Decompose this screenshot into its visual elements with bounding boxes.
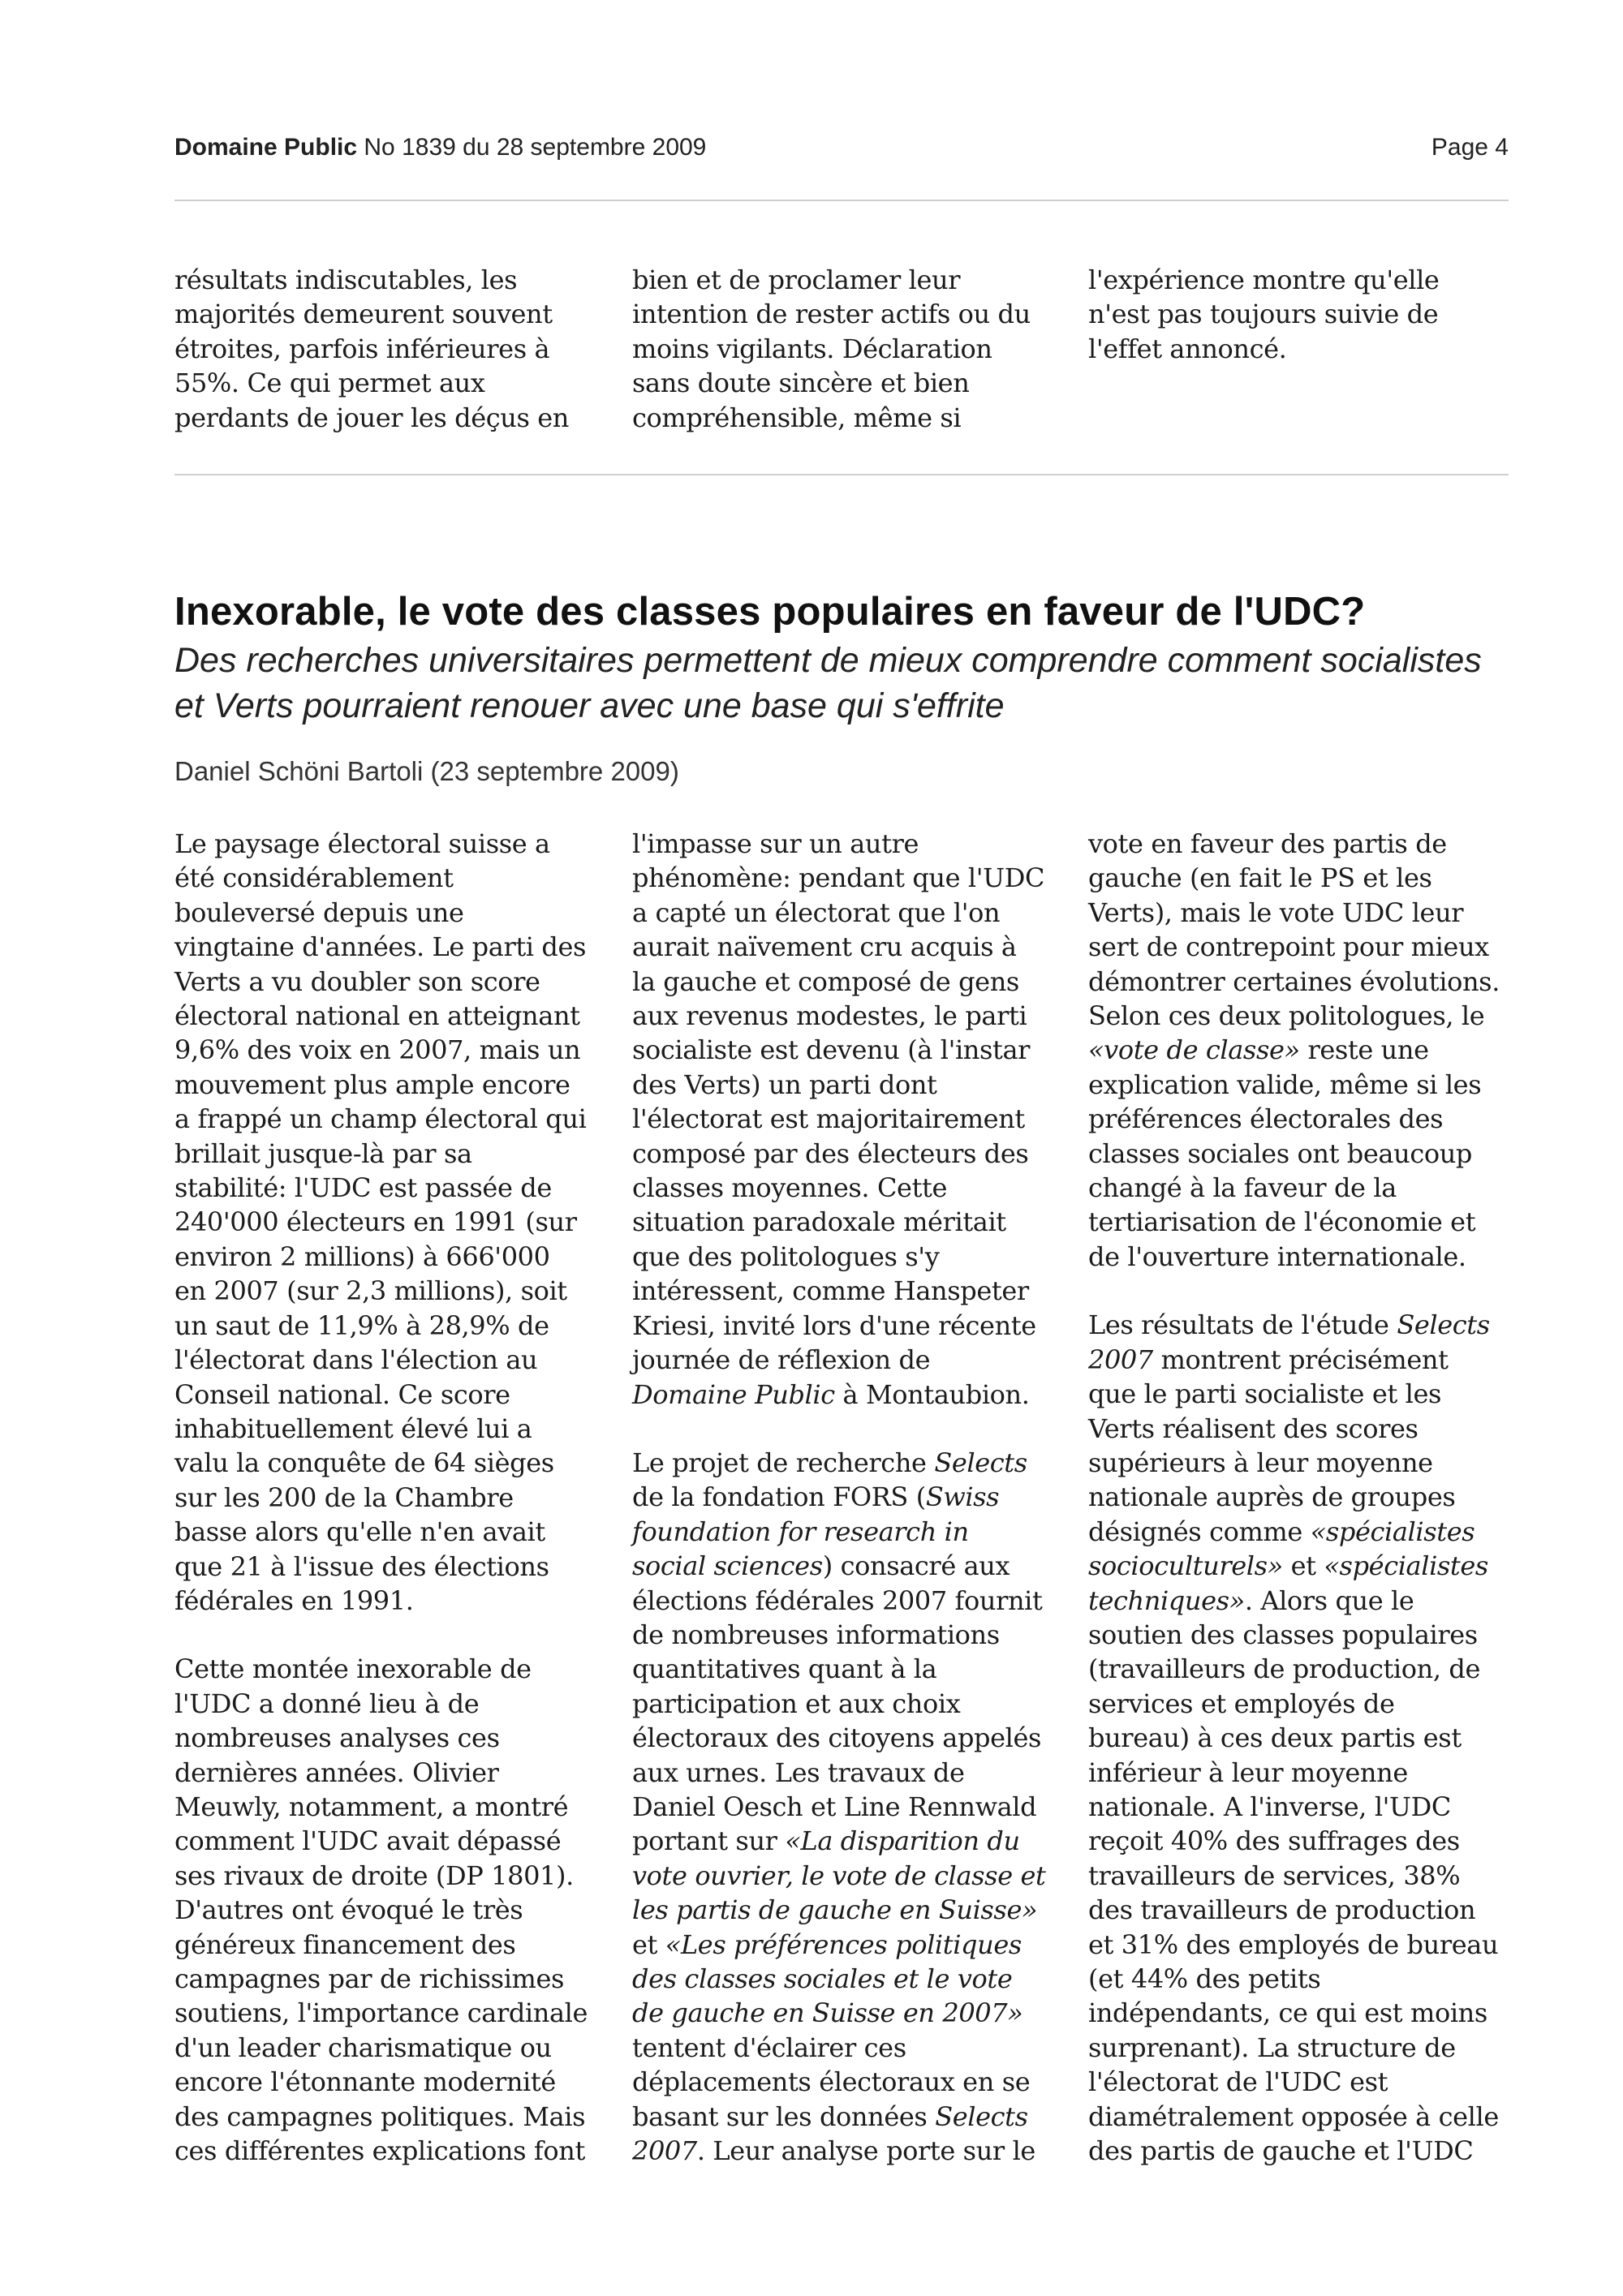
article-title: Inexorable, le vote des classes populaires en faveur de l'UDC? [174,590,1366,634]
article-subtitle: Des recherches universitaires permettent de mieux comprendre comment socialistes et Verts pourraient renouer avec une base qui s'effrite [174,641,1482,725]
paragraph: l'impasse sur un autre phénomène: pendant que l'UDC a capté un électorat que l'on aurait naïvement cru acquis à la gauche et composé de gens aux revenus modestes, le parti socialiste est devenu (à l'instar des Verts) un parti dont l'électorat est majoritairement composé par des électeurs des classes moyennes. Cette situation paradoxale méritait que des politologues s'y intéressent, comme Hanspeter Kriesi, invité lors d'une récente journée de réflexion de Domaine Public à Montaubion. [632,828,1045,1410]
paragraph: Cette montée inexorable de l'UDC a donné lieu à de nombreuses analyses ces dernières années. Olivier Meuwly, notamment, a montré comment l'UDC avait dépassé ses rivaux de droite (DP 1801). D'autres ont évoqué le très généreux financement des campagnes par de richissimes soutiens, l'importance cardinale d'un leader charismatique ou encore l'étonnante modernité des campagnes politiques. Mais ces différentes explications font [174,1653,588,2167]
prev-article-col-2: bien et de proclamer leur intention de rester actifs ou du moins vigilants. Déclaration sans doute sincère et bien compréhensible, même si [632,264,1031,433]
paragraph: vote en faveur des partis de gauche (en fait le PS et les Verts), mais le vote UDC leur sert de contrepoint pour mieux démontrer certaines évolutions. Selon ces deux politologues, le «vote de classe» reste une explication valide, même si les préférences électorales des classes sociales ont beaucoup changé à la faveur de la tertiarisation de l'économie et de l'ouverture internationale. [1088,828,1500,1272]
publication-ref: Domaine Public [632,1378,835,1410]
article-divider [174,474,1509,475]
article-col-1 [174,827,588,2202]
article-col-2 [632,827,1046,2202]
page-header [174,134,1509,166]
issue-info: No 1839 du 28 septembre 2009 [364,134,707,161]
page-number: Page 4 [1431,134,1509,161]
paragraph: Le projet de recherche Selects de la fondation FORS (Swiss foundation for research in social sciences) consacré aux élections fédérales 2007 fournit de nombreuses informations quantitatives quant à la participation et aux choix électoraux des citoyens appelés aux urnes. Les travaux de Daniel Oesch et Line Rennwald portant sur «La disparition du vote ouvrier, le vote de classe et les partis de gauche en Suisse» et «Les préférences politiques des classes sociales et le vote de gauche en Suisse en 2007» tentent d'éclairer ces déplacements électoraux en se basant sur les données Selects 2007. Leur analyse porte sur le [632,1447,1046,2167]
article-byline: Daniel Schöni Bartoli (23 septembre 2009) [174,756,679,786]
paragraph: Le paysage électoral suisse a été considérablement bouleversé depuis une vingtaine d'années. Le parti des Verts a vu doubler son score électoral national en atteignant 9,6% des voix en 2007, mais un mouvement plus ample encore a frappé un champ électoral qui brillait jusque-là par sa stabilité: l'UDC est passée de 240'000 électeurs en 1991 (sur environ 2 millions) à 666'000 en 2007 (sur 2,3 millions), soit un saut de 11,9% à 28,9% de l'électorat dans l'élection au Conseil national. Ce score inhabituellement élevé lui a valu la conquête de 64 sièges sur les 200 de la Chambre basse alors qu'elle n'en avait que 21 à l'issue des élections fédérales en 1991. [174,828,587,1616]
publication-name: Domaine Public [174,134,358,161]
prev-article-col-1: résultats indiscutables, les majorités demeurent souvent étroites, parfois inférieures à 55%. Ce qui permet aux perdants de jouer les déçus en [174,264,570,433]
header-divider [174,200,1509,201]
paragraph: Les résultats de l'étude Selects 2007 montrent précisément que le parti socialiste et les Verts réalisent des scores supérieurs à leur moyenne nationale auprès de groupes désignés comme «spécialistes socioculturels» et «spécialistes techniques». Alors que le soutien des classes populaires (travailleurs de production, de services et employés de bureau) à ces deux partis est inférieur à leur moyenne nationale. A l'inverse, l'UDC reçoit 40% des suffrages des travailleurs de services, 38% des travailleurs de production et 31% des employés de bureau (et 44% des petits indépendants, ce qui est moins surprenant). La structure de l'électorat de l'UDC est diamétralement opposée à celle des partis de gauche et l'UDC [1088,1309,1499,2167]
article-col-3 [1088,827,1502,2202]
prev-article-col-3: l'expérience montre qu'elle n'est pas toujours suivie de l'effet annoncé. [1088,264,1440,364]
